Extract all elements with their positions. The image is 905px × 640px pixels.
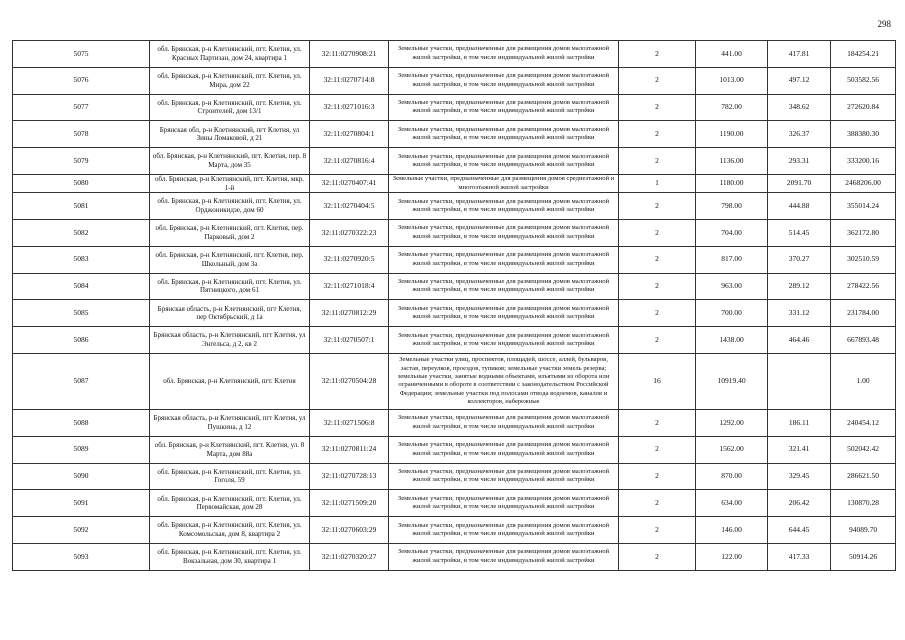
row-number-cell: 5086 [13, 327, 150, 354]
area-cell: 963.00 [696, 273, 768, 300]
area-cell: 441.00 [696, 41, 768, 68]
row-number-cell: 5085 [13, 300, 150, 327]
address-cell: обл. Брянская, р-н Клетнянский, пгт. Клетня, ул. Первомайская, дом 28 [150, 490, 310, 517]
address-cell: обл. Брянская, р-н Клетнянский, пгт. Клетня, ул. Пятницкого, дом 61 [150, 273, 310, 300]
specific-value-cell: 321.41 [768, 436, 831, 463]
area-cell: 1180.00 [696, 174, 768, 192]
specific-value-cell: 331.12 [768, 300, 831, 327]
group-cell: 2 [619, 436, 696, 463]
table-row [13, 353, 896, 409]
cadastral-value-cell: 1.00 [831, 353, 896, 409]
group-cell: 2 [619, 41, 696, 68]
land-use-cell: Земельные участки улиц, проспектов, площадей, шоссе, аллей, бульваров, застав, переулков, проездов, тупиков; земельные участки земель резерва; земельные участки, занятые водными объектами, изъятыми из оборота или ограниченными в обороте в соответствии с законодательством Российской Федерации; земельные участки под полосами отвода водоемов, каналов и коллекторов, набережные [389, 353, 619, 409]
land-use-cell: Земельные участки, предназначенные для размещения домов малоэтажной жилой застройки, в том числе индивидуальной жилой застройки [389, 273, 619, 300]
cadastral-number-cell: 32:11:0270322:23 [310, 219, 389, 246]
cadastral-value-cell: 355014.24 [831, 193, 896, 220]
group-cell: 1 [619, 174, 696, 192]
row-number-cell: 5088 [13, 409, 150, 436]
table-row [13, 174, 896, 192]
row-number-cell: 5083 [13, 246, 150, 273]
table-row [13, 273, 896, 300]
group-cell: 2 [619, 193, 696, 220]
specific-value-cell: 206.42 [768, 490, 831, 517]
area-cell: 10919.40 [696, 353, 768, 409]
row-number-cell: 5084 [13, 273, 150, 300]
group-cell: 2 [619, 121, 696, 148]
cadastral-value-cell: 302510.59 [831, 246, 896, 273]
area-cell: 146.00 [696, 517, 768, 544]
cadastral-number-cell: 32:11:0271509:20 [310, 490, 389, 517]
address-cell: обл. Брянская, р-н Клетнянский, пгт. Клетня [150, 353, 310, 409]
table-row [13, 517, 896, 544]
group-cell: 2 [619, 94, 696, 121]
group-cell: 2 [619, 148, 696, 175]
land-use-cell: Земельные участки, предназначенные для размещения домов малоэтажной жилой застройки, в том числе индивидуальной жилой застройки [389, 436, 619, 463]
address-cell: Брянская область, р-н Клетнянский, пгт Клетня, ул Пушкина, д 12 [150, 409, 310, 436]
row-number-cell: 5087 [13, 353, 150, 409]
cadastral-number-cell: 32:11:0270320:27 [310, 543, 389, 570]
land-use-cell: Земельные участки, предназначенные для размещения домов малоэтажной жилой застройки, в том числе индивидуальной жилой застройки [389, 41, 619, 68]
cadastral-number-cell: 32:11:0270816:4 [310, 148, 389, 175]
row-number-cell: 5081 [13, 193, 150, 220]
cadastral-number-cell: 32:11:0271016:3 [310, 94, 389, 121]
cadastral-value-cell: 50914.26 [831, 543, 896, 570]
land-use-cell: Земельные участки, предназначенные для размещения домов малоэтажной жилой застройки, в том числе индивидуальной жилой застройки [389, 121, 619, 148]
cadastral-number-cell: 32:11:0270811:24 [310, 436, 389, 463]
table-row [13, 543, 896, 570]
row-number-cell: 5091 [13, 490, 150, 517]
cadastral-number-cell: 32:11:0270404:5 [310, 193, 389, 220]
land-use-cell: Земельные участки, предназначенные для размещения домов малоэтажной жилой застройки, в том числе индивидуальной жилой застройки [389, 409, 619, 436]
cadastral-number-cell: 32:11:0270920:5 [310, 246, 389, 273]
land-use-cell: Земельные участки, предназначенные для размещения домов малоэтажной жилой застройки, в том числе индивидуальной жилой застройки [389, 148, 619, 175]
cadastral-value-cell: 286621.50 [831, 463, 896, 490]
land-use-cell: Земельные участки, предназначенные для размещения домов среднеэтажной и многоэтажной жилой застройки [389, 174, 619, 192]
cadastral-value-cell: 503582.56 [831, 67, 896, 94]
cadastral-number-cell: 32:11:0270812:29 [310, 300, 389, 327]
table-row [13, 41, 896, 68]
address-cell: обл. Брянская, р-н Клетнянский, пгт. Клетня, ул. Вокзальная, дом 30, квартира 1 [150, 543, 310, 570]
area-cell: 700.00 [696, 300, 768, 327]
specific-value-cell: 293.31 [768, 148, 831, 175]
cadastral-value-cell: 2468206.00 [831, 174, 896, 192]
area-cell: 1292.00 [696, 409, 768, 436]
cadastral-number-cell: 32:11:0270407:41 [310, 174, 389, 192]
land-use-cell: Земельные участки, предназначенные для размещения домов малоэтажной жилой застройки, в том числе индивидуальной жилой застройки [389, 219, 619, 246]
land-use-cell: Земельные участки, предназначенные для размещения домов малоэтажной жилой застройки, в том числе индивидуальной жилой застройки [389, 543, 619, 570]
area-cell: 782.00 [696, 94, 768, 121]
area-cell: 634.00 [696, 490, 768, 517]
specific-value-cell: 2091.70 [768, 174, 831, 192]
row-number-cell: 5082 [13, 219, 150, 246]
table-row [13, 121, 896, 148]
group-cell: 2 [619, 300, 696, 327]
area-cell: 1438.00 [696, 327, 768, 354]
specific-value-cell: 417.81 [768, 41, 831, 68]
table-row [13, 409, 896, 436]
group-cell: 2 [619, 67, 696, 94]
cadastral-value-cell: 278422.56 [831, 273, 896, 300]
cadastral-value-cell: 502042.42 [831, 436, 896, 463]
cadastral-value-cell: 667893.48 [831, 327, 896, 354]
cadastral-value-cell: 130870.28 [831, 490, 896, 517]
cadastral-value-table [12, 40, 896, 571]
cadastral-value-cell: 184254.21 [831, 41, 896, 68]
specific-value-cell: 464.46 [768, 327, 831, 354]
cadastral-value-cell: 231784.00 [831, 300, 896, 327]
group-cell: 2 [619, 517, 696, 544]
area-cell: 1013.00 [696, 67, 768, 94]
cadastral-value-cell: 333200.16 [831, 148, 896, 175]
row-number-cell: 5092 [13, 517, 150, 544]
table-row [13, 300, 896, 327]
row-number-cell: 5077 [13, 94, 150, 121]
row-number-cell: 5080 [13, 174, 150, 192]
area-cell: 704.00 [696, 219, 768, 246]
address-cell: обл. Брянская, р-н Клетнянский, пгт. Клетня, пер. Парковый, дом 2 [150, 219, 310, 246]
group-cell: 2 [619, 246, 696, 273]
land-use-cell: Земельные участки, предназначенные для размещения домов малоэтажной жилой застройки, в том числе индивидуальной жилой застройки [389, 300, 619, 327]
table-row [13, 463, 896, 490]
land-use-cell: Земельные участки, предназначенные для размещения домов малоэтажной жилой застройки, в том числе индивидуальной жилой застройки [389, 94, 619, 121]
cadastral-value-cell: 94089.70 [831, 517, 896, 544]
cadastral-number-cell: 32:11:0270714:8 [310, 67, 389, 94]
cadastral-value-cell: 272620.84 [831, 94, 896, 121]
address-cell: обл. Брянская, р-н Клетнянский, пгт. Клетня, пер. Школьный, дом 3а [150, 246, 310, 273]
cadastral-value-cell: 240454.12 [831, 409, 896, 436]
row-number-cell: 5075 [13, 41, 150, 68]
address-cell: обл. Брянская, р-н Клетнянский, пгт. Клетня, ул. Гоголя, 59 [150, 463, 310, 490]
table-row [13, 219, 896, 246]
land-use-cell: Земельные участки, предназначенные для размещения домов малоэтажной жилой застройки, в том числе индивидуальной жилой застройки [389, 490, 619, 517]
cadastral-number-cell: 32:11:0271018:4 [310, 273, 389, 300]
address-cell: Брянская область, р-н Клетнянский, пгт Клетня, ул Энгельса, д 2, кв 2 [150, 327, 310, 354]
group-cell: 2 [619, 463, 696, 490]
row-number-cell: 5089 [13, 436, 150, 463]
address-cell: обл. Брянская, р-н Клетнянский, пгт. Клетня, пер. 8 Марта, дом 35 [150, 148, 310, 175]
table-row [13, 67, 896, 94]
area-cell: 1562.00 [696, 436, 768, 463]
row-number-cell: 5093 [13, 543, 150, 570]
cadastral-value-cell: 362172.80 [831, 219, 896, 246]
specific-value-cell: 644.45 [768, 517, 831, 544]
table-row [13, 490, 896, 517]
cadastral-number-cell: 32:11:0270728:13 [310, 463, 389, 490]
group-cell: 2 [619, 490, 696, 517]
group-cell: 2 [619, 327, 696, 354]
specific-value-cell: 497.12 [768, 67, 831, 94]
table-body [13, 41, 896, 571]
row-number-cell: 5076 [13, 67, 150, 94]
specific-value-cell: 514.45 [768, 219, 831, 246]
cadastral-number-cell: 32:11:0270908:21 [310, 41, 389, 68]
cadastral-number-cell: 32:11:0270507:1 [310, 327, 389, 354]
land-use-cell: Земельные участки, предназначенные для размещения домов малоэтажной жилой застройки, в том числе индивидуальной жилой застройки [389, 327, 619, 354]
specific-value-cell: 329.45 [768, 463, 831, 490]
cadastral-number-cell: 32:11:0270804:1 [310, 121, 389, 148]
group-cell: 2 [619, 409, 696, 436]
address-cell: Брянская обл, р-н Клетнянский, пгт Клетня, ул Зины Ломаковой, д 21 [150, 121, 310, 148]
table-row [13, 246, 896, 273]
table-row [13, 94, 896, 121]
area-cell: 1136.00 [696, 148, 768, 175]
cadastral-number-cell: 32:11:0270603:29 [310, 517, 389, 544]
area-cell: 870.00 [696, 463, 768, 490]
table-row [13, 436, 896, 463]
address-cell: Брянская область, р-н Клетнянский, пгт Клетня, пер Октябрьский, д 1а [150, 300, 310, 327]
land-use-cell: Земельные участки, предназначенные для размещения домов малоэтажной жилой застройки, в том числе индивидуальной жилой застройки [389, 246, 619, 273]
address-cell: обл. Брянская, р-н Клетнянский, пгт. Клетня, ул. Орджоникидзе, дом 60 [150, 193, 310, 220]
land-use-cell: Земельные участки, предназначенные для размещения домов малоэтажной жилой застройки, в том числе индивидуальной жилой застройки [389, 193, 619, 220]
group-cell: 2 [619, 273, 696, 300]
address-cell: обл. Брянская, р-н Клетнянский, пгт. Клетня, ул. Строителей, дом 13/1 [150, 94, 310, 121]
area-cell: 798.00 [696, 193, 768, 220]
address-cell: обл. Брянская, р-н Клетнянский, пгт. Клетня, ул. Комсомольская, дом 8, квартира 2 [150, 517, 310, 544]
table-row [13, 148, 896, 175]
land-use-cell: Земельные участки, предназначенные для размещения домов малоэтажной жилой застройки, в том числе индивидуальной жилой застройки [389, 517, 619, 544]
land-use-cell: Земельные участки, предназначенные для размещения домов малоэтажной жилой застройки, в том числе индивидуальной жилой застройки [389, 67, 619, 94]
address-cell: обл. Брянская, р-н Клетнянский, пгт. Клетня, ул. Красных Партизан, дом 24, квартира 1 [150, 41, 310, 68]
area-cell: 122.00 [696, 543, 768, 570]
specific-value-cell: 348.62 [768, 94, 831, 121]
specific-value-cell [768, 353, 831, 409]
area-cell: 1190.00 [696, 121, 768, 148]
specific-value-cell: 444.88 [768, 193, 831, 220]
area-cell: 817.00 [696, 246, 768, 273]
row-number-cell: 5090 [13, 463, 150, 490]
cadastral-number-cell: 32:11:0270504:28 [310, 353, 389, 409]
specific-value-cell: 370.27 [768, 246, 831, 273]
group-cell: 2 [619, 543, 696, 570]
address-cell: обл. Брянская, р-н Клетнянский, пгт. Клетня, мкр. 1-й [150, 174, 310, 192]
address-cell: обл. Брянская, р-н Клетнянский, пгт. Клетня, ул. 8 Марта, дом 88а [150, 436, 310, 463]
land-use-cell: Земельные участки, предназначенные для размещения домов малоэтажной жилой застройки, в том числе индивидуальной жилой застройки [389, 463, 619, 490]
page-number: 298 [877, 19, 891, 29]
table-row [13, 193, 896, 220]
table-row [13, 327, 896, 354]
specific-value-cell: 326.37 [768, 121, 831, 148]
specific-value-cell: 289.12 [768, 273, 831, 300]
cadastral-value-cell: 388380.30 [831, 121, 896, 148]
specific-value-cell: 186.11 [768, 409, 831, 436]
address-cell: обл. Брянская, р-н Клетнянский, пгт. Клетня, ул. Мира, дом 22 [150, 67, 310, 94]
group-cell: 2 [619, 219, 696, 246]
row-number-cell: 5078 [13, 121, 150, 148]
cadastral-number-cell: 32:11:0271506:8 [310, 409, 389, 436]
group-cell: 16 [619, 353, 696, 409]
row-number-cell: 5079 [13, 148, 150, 175]
specific-value-cell: 417.33 [768, 543, 831, 570]
